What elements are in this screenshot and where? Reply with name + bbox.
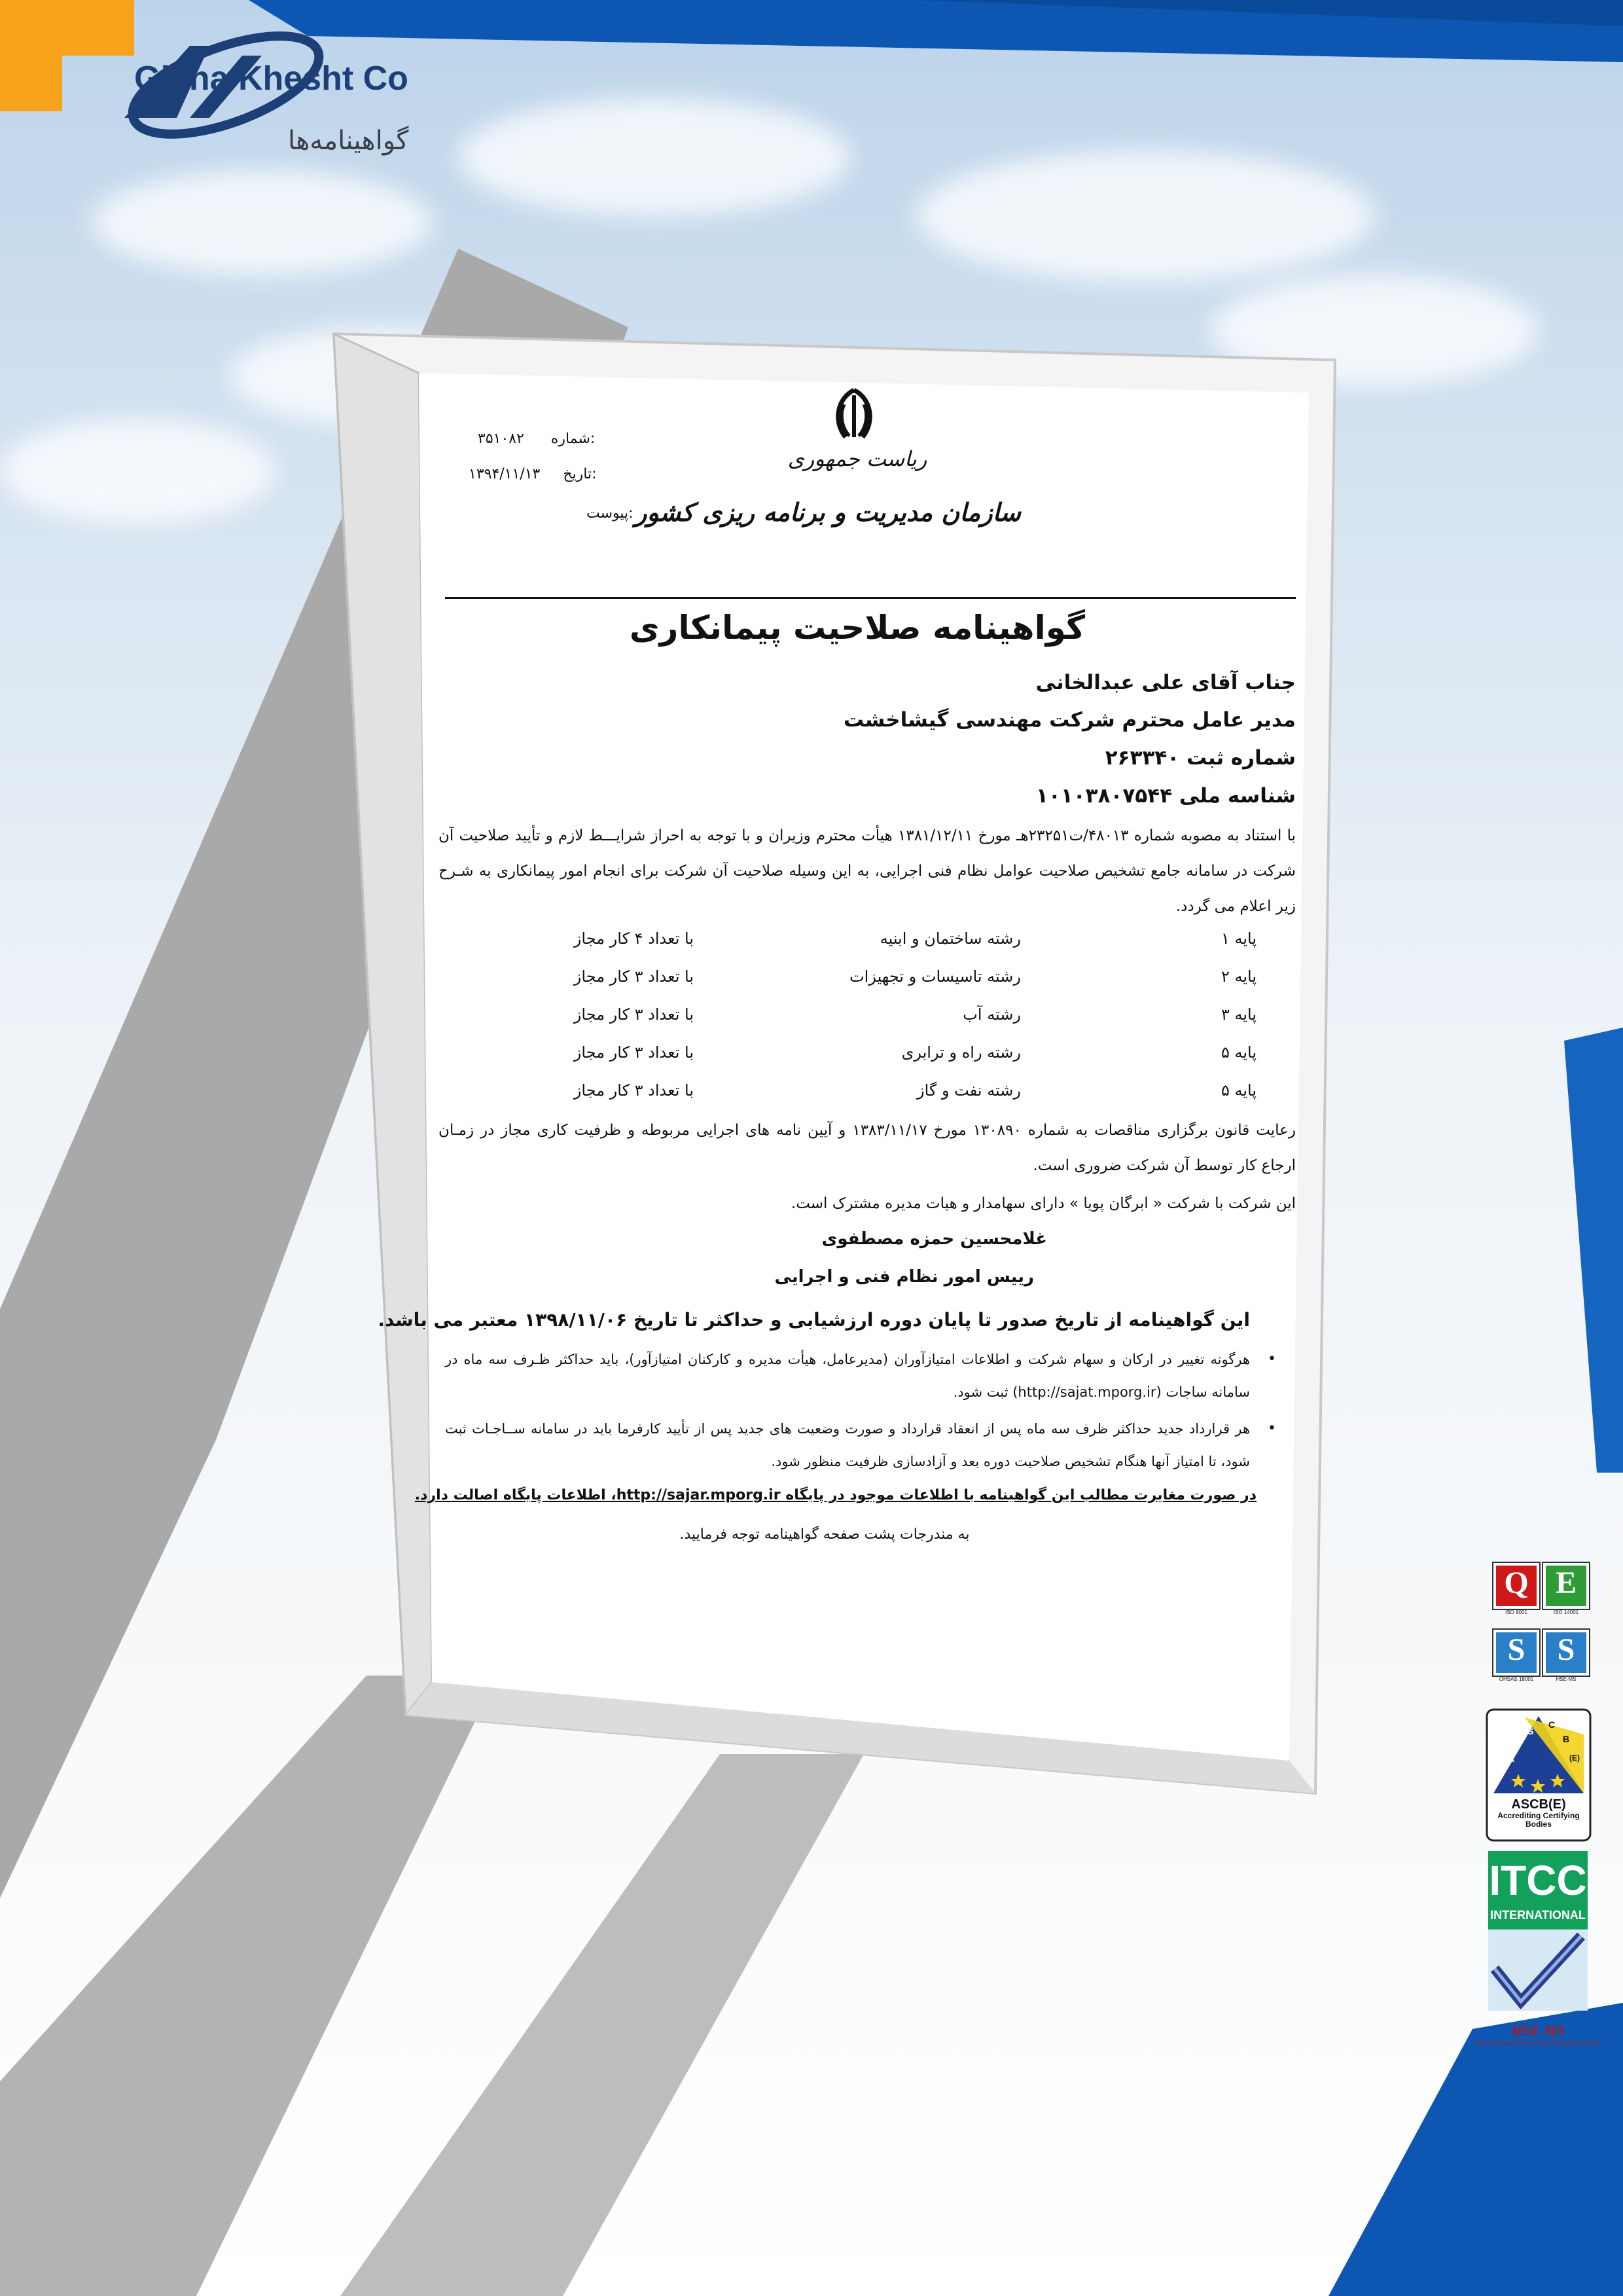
bullet-icon: • (1268, 1420, 1276, 1437)
signatory-title: رییس امور نظام فنی و اجرایی (774, 1267, 1034, 1287)
certificate-title: گواهینامه صلاحیت پیمانکاری (629, 609, 1086, 647)
hsems-badge (1542, 1628, 1590, 1677)
ohsas-badge (1492, 1628, 1541, 1677)
iso9001-letter: Q (1496, 1566, 1537, 1606)
grade-field: رشته ساختمان و ابنیه (880, 929, 1021, 948)
organization-text: سازمان مدیریت و برنامه ریزی کشور (635, 497, 1021, 527)
ohsas-letter: S (1496, 1632, 1537, 1673)
ascb-name: ASCB(E) (1511, 1797, 1566, 1812)
hse-title: HSE MS (1511, 2022, 1565, 2039)
certificate-document (378, 367, 1296, 1604)
grade-field: رشته راه و ترابری (901, 1043, 1021, 1062)
grade-field: رشته نفت و گاز (917, 1081, 1021, 1100)
note-item (445, 1412, 1276, 1478)
iso14001-letter: E (1546, 1566, 1586, 1606)
hsems-caption: HSE-MS (1556, 1676, 1577, 1682)
compliance-paragraph: رعایت قانون برگزاری مناقصات به شماره ۱۳۰۸۹۰ مورخ ۱۳۸۳/۱۱/۱۷ و آیین نامه های اجرایی مربوطه و ظرفیت کاری مجاز در زمـان ارجاع کار توسط آن شرکت ضروری است. (438, 1122, 1296, 1174)
meta-number-label: شماره: (550, 431, 596, 447)
grade-row (458, 1043, 1257, 1069)
ascb-letter-a: A (1508, 1753, 1515, 1764)
gisha-logo-icon (111, 26, 452, 183)
grade-count: با تعداد ۳ کار مجاز (573, 1005, 694, 1024)
shared-board-text: این شرکت با شرکت « ابرگان پویا » دارای سهامدار و هیات مدیره مشترک است. (791, 1195, 1296, 1212)
grade-count: با تعداد ۳ کار مجاز (573, 1043, 694, 1062)
meta-date-value: ۱۳۹۴/۱۱/۱۳ (469, 466, 541, 482)
iso14001-badge (1542, 1562, 1590, 1610)
iso9001-caption: ISO 9001 (1505, 1609, 1527, 1615)
itcc-name: ITCC (1489, 1857, 1587, 1904)
grade-level: پایه ۵ (1221, 1081, 1257, 1100)
hsems-letter: S (1546, 1632, 1586, 1673)
intro-paragraph: با استناد به مصوبه شماره ۴۸۰۱۳/ت۲۳۲۵۱هـ مورخ ۱۳۸۱/۱۲/۱۱ هیأت محترم وزیران و با توجه به احراز شرایـــط لازم و تأیید صلاحیت آن شرکت در سامانه جامع تشخیص صلاحیت عوامل نظام فنی اجرایی، به این وسیله صلاحیت آن شرکت برای انجام امور پیمانکاری به شـرح زیر اعلام می گردد. (438, 827, 1296, 915)
ascb-letter-e: (E) (1569, 1753, 1580, 1763)
ascb-letter-c: C (1548, 1719, 1556, 1730)
itcc-subtitle: INTERNATIONAL (1490, 1909, 1586, 1922)
grade-row (458, 967, 1257, 994)
meta-date-label: تاریخ: (563, 466, 597, 482)
grade-level: پایه ۲ (1221, 967, 1257, 986)
hse-subtitle: Health, Safety & Environmental Management System (1474, 2039, 1601, 2046)
grade-field: رشته آب (963, 1005, 1021, 1024)
recipient-position: مدیر عامل محترم شرکت مهندسی گیشاخشت (843, 708, 1296, 732)
ascb-letter-s: S (1527, 1726, 1534, 1736)
registration-number: شماره ثبت ۲۶۳۳۴۰ (1105, 746, 1296, 770)
iso9001-badge (1492, 1562, 1541, 1610)
grade-count: با تعداد ۳ کار مجاز (573, 1081, 694, 1100)
brand-name: Gisha Khesht Co (134, 60, 408, 98)
meta-date (469, 466, 597, 482)
grade-level: پایه ۵ (1221, 1043, 1257, 1062)
grade-row (458, 1081, 1257, 1107)
brand-subtitle: گواهینامه‌ها (288, 126, 409, 156)
note-text: هر قرارداد جدید حداکثر ظرف سه ماه پس از انعقاد قرارداد و صورت وضعیت های جدید پس از تأیید کارفرما باید در سامانه ســاجـات ثبت شود، تا امتیاز آنها هنگام تشخیص صلاحیت دوره بعد و آزادسازی ظرفیت منظور شود. (445, 1421, 1250, 1469)
grade-field: رشته تاسیسات و تجهیزات (849, 967, 1021, 986)
ascb-subtitle: Accrediting Certifying Bodies (1497, 1811, 1580, 1829)
grade-level: پایه ۱ (1221, 929, 1257, 948)
signatory-name: غلامحسین حمزه مصطفوی (821, 1229, 1047, 1249)
itcc-badge (1488, 1851, 1588, 2011)
ohsas-caption: OHSAS 18001 (1499, 1676, 1534, 1682)
note-item (445, 1343, 1276, 1408)
ascb-letter-b: B (1563, 1734, 1570, 1744)
national-id: شناسه ملی ۱۰۱۰۳۸۰۷۵۴۴ (1035, 784, 1296, 808)
grade-row (458, 929, 1257, 956)
grade-row (458, 1005, 1257, 1031)
checkmark-icon (1488, 1929, 1588, 2011)
iso14001-caption: ISO 14001 (1553, 1609, 1579, 1615)
bullet-icon: • (1268, 1351, 1276, 1367)
recipient-name: جناب آقای علی عبدالخانی (1035, 671, 1296, 694)
note-text: هرگونه تغییر در ارکان و سهام شرکت و اطلاعات امتیازآوران (مدیرعامل، هیأت مدیره و کارکنان امتیازآور)، باید حداکثر ظـرف سه ماه در سامانه ساجات (http://sajat.mporg.ir) ثبت شود. (445, 1352, 1250, 1400)
meta-number (478, 431, 595, 447)
database-warning: در صورت مغایرت مطالب این گواهینامه با اطلاعات موجود در پایگاه http://sajar.mporg.ir، اطلاعات پایگاه اصالت دارد. (414, 1487, 1257, 1503)
meta-number-value: ۳۵۱۰۸۲ (478, 431, 524, 447)
presidency-text: ریاست جمهوری (787, 446, 927, 471)
back-page-note: به مندرجات پشت صفحه گواهینامه توجه فرمایید. (679, 1526, 970, 1543)
grade-count: با تعداد ۴ کار مجاز (573, 929, 694, 948)
validity-statement: این گواهینامه از تاریخ صدور تا پایان دوره ارزشیابی و حداکثر تا تاریخ ۱۳۹۸/۱۱/۰۶ معتبر می باشد. (378, 1309, 1250, 1331)
header-rule (445, 597, 1296, 599)
meta-attachment-label: پیوست: (586, 505, 633, 522)
grade-level: پایه ۳ (1221, 1005, 1257, 1024)
iran-emblem-icon (818, 385, 890, 444)
grade-count: با تعداد ۳ کار مجاز (573, 967, 694, 986)
